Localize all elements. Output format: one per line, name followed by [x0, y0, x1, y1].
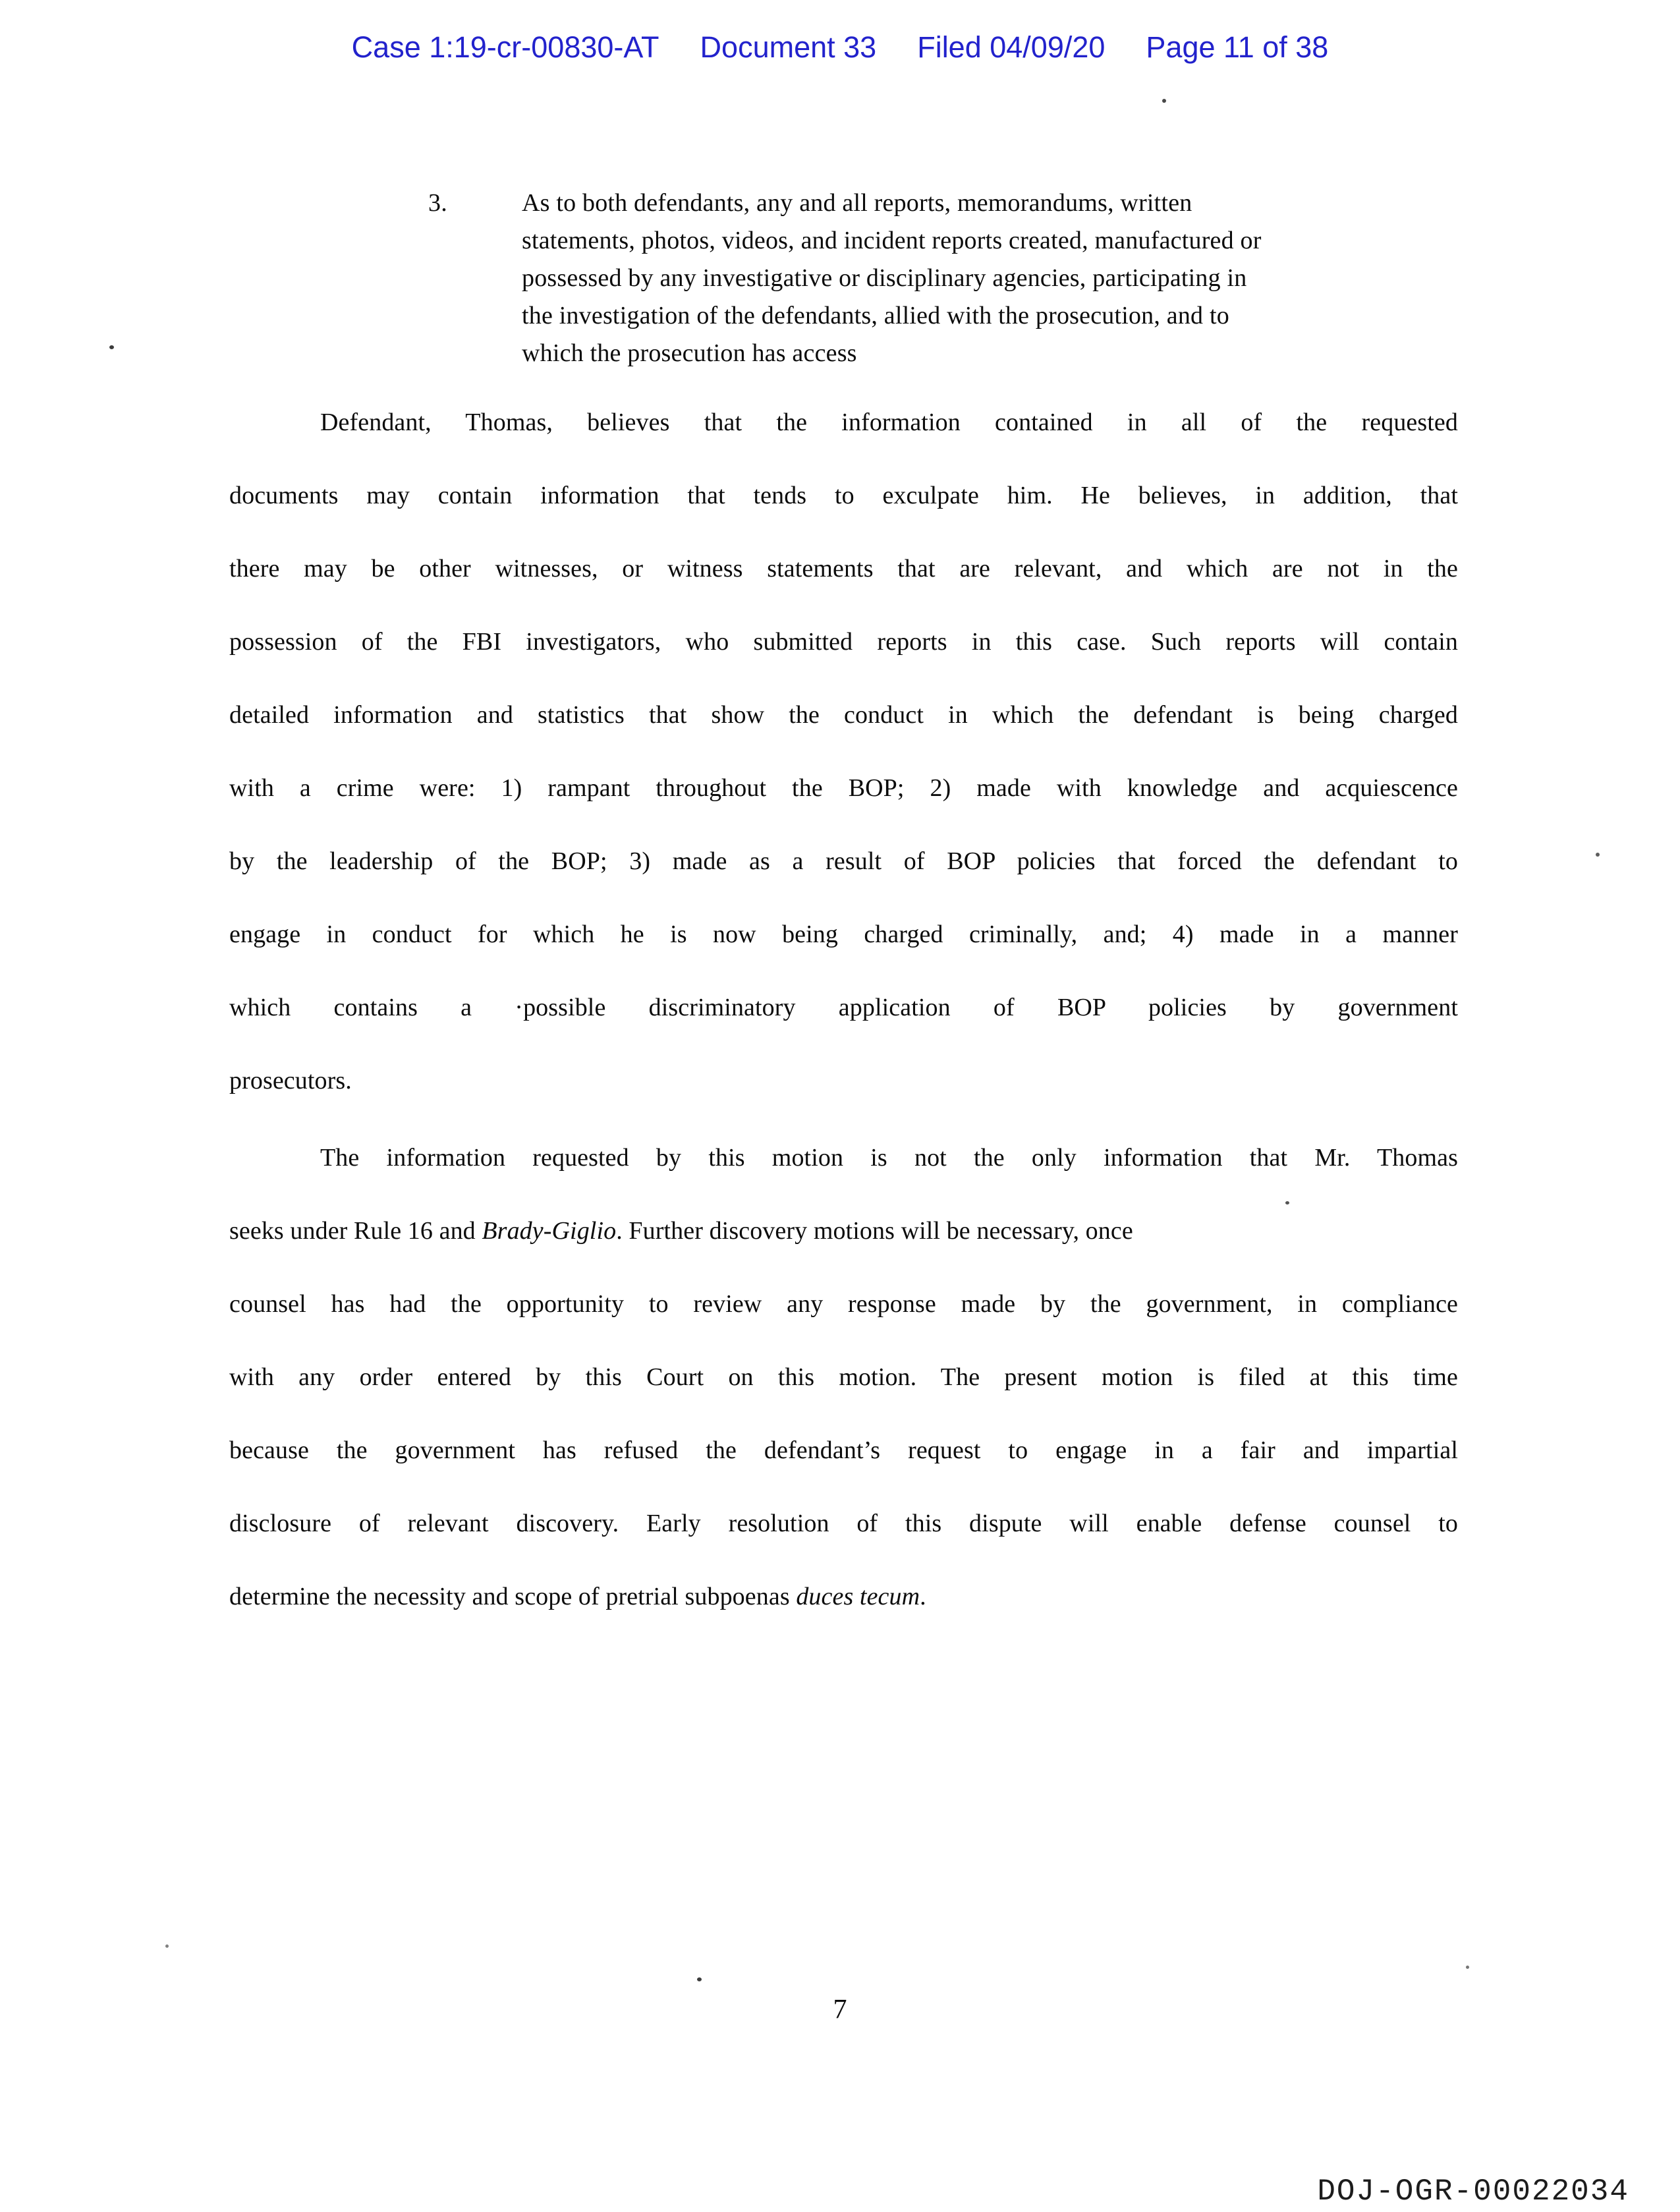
court-filing-header — [0, 30, 1680, 65]
body-paragraph-1 — [229, 386, 1458, 1118]
paragraph-line: Defendant, Thomas, believes that the information contained in all of the requested — [320, 409, 1458, 436]
paragraph-line: counsel has had the opportunity to review any response made by the government, in compliance — [229, 1290, 1458, 1318]
item-line: As to both defendants, any and all reports, memorandums, written — [522, 189, 1192, 217]
scan-speck — [109, 345, 114, 349]
item-line: which the prosecution has access — [522, 339, 857, 367]
paragraph-line: which contains a ·possible discriminatory application of BOP policies by government — [229, 994, 1458, 1021]
italic-case-citation: Brady-Giglio — [482, 1217, 617, 1245]
paragraph-line: by the leadership of the BOP; 3) made as a result of BOP policies that forced the defendant to — [229, 847, 1458, 875]
line-text: determine the necessity and scope of pretrial subpoenas — [229, 1583, 797, 1610]
paragraph-line: detailed information and statistics that show the conduct in which the defendant is being charged — [229, 701, 1458, 729]
paragraph-line — [229, 1560, 1458, 1633]
italic-latin-phrase: duces tecum — [796, 1583, 920, 1610]
paragraph-line: The information requested by this motion is not the only information that Mr. Thomas — [320, 1144, 1458, 1172]
item-number: 3. — [428, 189, 447, 217]
header-document-number: Document 33 — [700, 30, 877, 64]
paragraph-line: engage in conduct for which he is now being charged criminally, and; 4) made in a manner — [229, 921, 1458, 948]
header-case-number: Case 1:19-cr-00830-AT — [351, 30, 659, 64]
line-text: seeks under Rule 16 and — [229, 1217, 482, 1245]
paragraph-line: disclosure of relevant discovery. Early resolution of this dispute will enable defense counsel to — [229, 1510, 1458, 1537]
paragraph-line: prosecutors. — [229, 1067, 352, 1094]
paragraph-line: because the government has refused the defendant’s request to engage in a fair and impartial — [229, 1436, 1458, 1464]
paragraph-line: documents may contain information that tends to exculpate him. He believes, in addition, that — [229, 482, 1458, 509]
scan-speck — [1466, 1966, 1469, 1969]
numbered-request-item-3 — [428, 184, 1470, 372]
scan-speck — [1596, 853, 1600, 857]
paragraph-line — [229, 1195, 1458, 1268]
header-filed-date: Filed 04/09/20 — [917, 30, 1106, 64]
paragraph-line: with any order entered by this Court on this motion. The present motion is filed at this time — [229, 1363, 1458, 1391]
paragraph-line: possession of the FBI investigators, who submitted reports in this case. Such reports will contain — [229, 628, 1458, 656]
bates-number: DOJ-OGR-00022034 — [1317, 2174, 1629, 2209]
scan-speck — [1285, 1201, 1289, 1205]
header-page-count: Page 11 of 38 — [1146, 30, 1329, 64]
line-text: . — [920, 1583, 926, 1610]
item-text-block — [522, 184, 1470, 372]
line-text: . Further discovery motions will be necessary, once — [616, 1217, 1133, 1245]
scan-speck — [165, 1944, 169, 1948]
scan-speck — [697, 1977, 702, 1981]
item-line: statements, photos, videos, and incident reports created, manufactured or — [522, 227, 1262, 254]
paragraph-line: with a crime were: 1) rampant throughout the BOP; 2) made with knowledge and acquiescence — [229, 774, 1458, 802]
page-number: 7 — [833, 1995, 847, 2025]
scan-speck — [1162, 99, 1166, 103]
item-line: the investigation of the defendants, allied with the prosecution, and to — [522, 302, 1229, 329]
paragraph-line: there may be other witnesses, or witness statements that are relevant, and which are not in the — [229, 555, 1458, 582]
item-line: possessed by any investigative or disciplinary agencies, participating in — [522, 264, 1247, 292]
body-paragraph-2 — [229, 1121, 1458, 1633]
